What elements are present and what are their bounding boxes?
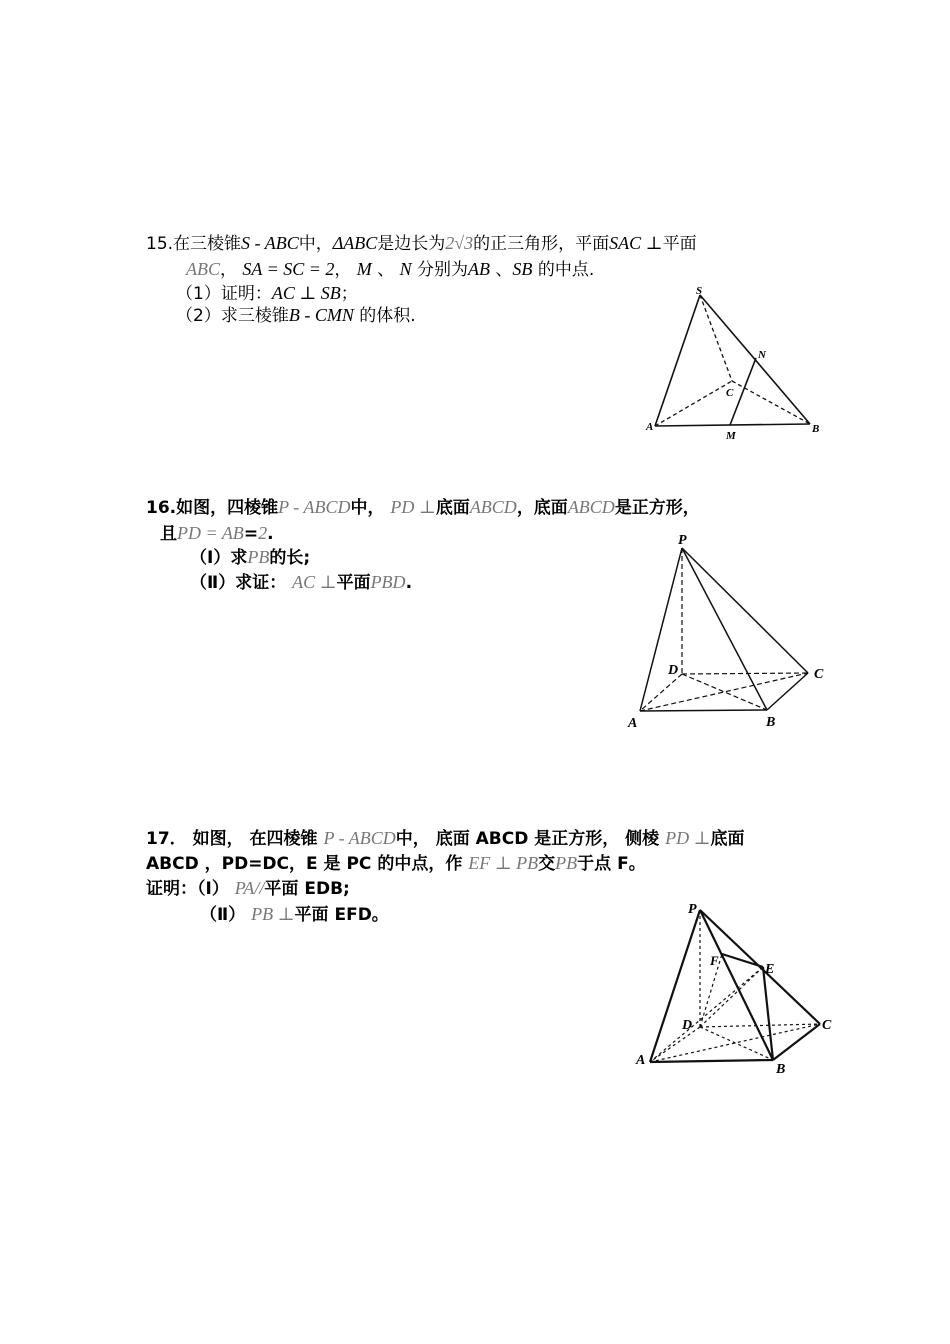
edge-BC xyxy=(767,673,808,710)
label-A: A xyxy=(646,421,654,433)
math: PD ⊥ xyxy=(665,828,711,848)
problem-17-line-2 xyxy=(146,852,646,875)
label-P: P xyxy=(688,902,697,917)
math: 2 xyxy=(258,523,268,543)
math: PA// xyxy=(234,878,265,898)
math: ABCD xyxy=(469,497,517,517)
label-C: C xyxy=(822,1018,832,1033)
problem-15-line-1 xyxy=(146,232,697,255)
text: ，底面 xyxy=(516,498,568,518)
text: （1）证明： xyxy=(176,284,272,304)
text: 的体积. xyxy=(359,306,416,326)
label-B: B xyxy=(776,1062,786,1077)
label-M: M xyxy=(726,430,736,442)
text: 中， xyxy=(298,234,333,254)
problem-15-line-2 xyxy=(186,258,594,281)
label-C: C xyxy=(726,387,734,399)
math: AB xyxy=(468,259,491,279)
text: ． 如图， 在四棱锥 xyxy=(169,829,318,849)
problem-17-line-1 xyxy=(146,827,745,850)
math: P - ABCD xyxy=(323,828,396,848)
problem-17-number: 17 xyxy=(146,829,170,849)
math: P - ABCD xyxy=(278,497,351,517)
label-A: A xyxy=(636,1053,646,1068)
text: 平面 EFD。 xyxy=(294,905,389,925)
edge-SA xyxy=(655,295,700,426)
text: 的正三角形，平面 xyxy=(473,234,610,254)
math: SB xyxy=(512,259,533,279)
problem-15-number: 15. xyxy=(146,234,174,254)
label-C: C xyxy=(814,667,824,682)
text: 底面 xyxy=(435,498,470,518)
math: PB xyxy=(247,547,270,567)
math: PD = AB xyxy=(177,523,244,543)
label-D: D xyxy=(682,1018,693,1033)
math: PBD xyxy=(370,572,406,592)
diagonal-DB xyxy=(682,674,767,710)
text: 平面 xyxy=(662,234,697,254)
problem-17-part-2 xyxy=(200,903,389,926)
label-S: S xyxy=(696,285,703,297)
edge-PC xyxy=(682,548,808,673)
figure-17-pyramid xyxy=(630,895,845,1080)
math: EF ⊥ PB xyxy=(468,853,539,873)
edge-PB xyxy=(682,548,767,710)
text: ， xyxy=(220,260,237,280)
figure-15-pyramid xyxy=(630,280,850,450)
text: 平面 xyxy=(336,573,371,593)
text: 交 xyxy=(538,854,556,874)
text: . xyxy=(405,573,413,593)
text: （2）求三棱锥 xyxy=(176,306,289,326)
text: ， xyxy=(334,260,352,280)
problem-16-line-1 xyxy=(146,496,700,519)
text: 、 xyxy=(377,260,395,280)
math: ABC xyxy=(186,259,220,279)
math: PB xyxy=(555,853,578,873)
text: （Ⅱ）求证： xyxy=(190,573,287,593)
problem-15-part-2 xyxy=(176,304,416,327)
problem-17-part-1 xyxy=(146,877,350,900)
text: 中， 底面 ABCD 是正方形， 侧棱 xyxy=(395,829,660,849)
problem-16-line-2 xyxy=(160,522,274,545)
text: （Ⅱ） xyxy=(200,905,246,925)
text: 中， xyxy=(350,498,385,518)
math: AC ⊥ xyxy=(292,572,337,592)
label-E: E xyxy=(765,962,775,977)
text: 分别为 xyxy=(417,260,469,280)
text: . xyxy=(267,524,274,544)
math: B - CMN xyxy=(288,305,354,325)
math: PB ⊥ xyxy=(251,904,295,924)
math: PD ⊥ xyxy=(390,497,436,517)
label-A: A xyxy=(628,716,638,731)
problem-16-part-1 xyxy=(190,546,310,569)
math: S - ABC xyxy=(241,233,299,253)
text: （Ⅰ）求 xyxy=(190,548,248,568)
edge-DA xyxy=(640,674,682,711)
math: M xyxy=(356,259,372,279)
problem-16-number: 16. xyxy=(146,498,177,518)
label-B: B xyxy=(812,423,820,435)
label-P: P xyxy=(678,533,687,548)
math: SA = SC = 2 xyxy=(242,259,335,279)
figure-16-pyramid xyxy=(622,528,842,733)
text: 、 xyxy=(495,260,513,280)
edge-AB xyxy=(655,424,810,426)
text: = xyxy=(243,524,259,544)
math: ΔABC xyxy=(332,233,378,253)
math: N xyxy=(399,259,412,279)
edge-AB xyxy=(650,1060,773,1062)
edge-AC xyxy=(655,381,732,426)
text: 的长; xyxy=(269,548,311,568)
text: 的中点. xyxy=(537,260,595,280)
label-B: B xyxy=(766,715,776,730)
text: ； xyxy=(340,284,358,304)
text: 是边长为 xyxy=(377,234,446,254)
label-N: N xyxy=(758,349,766,361)
segment-FE xyxy=(722,954,763,967)
edge-DC xyxy=(682,673,808,674)
text: 如图，四棱锥 xyxy=(176,498,279,518)
math: ABCD xyxy=(567,497,615,517)
label-F: F xyxy=(710,953,719,968)
edge-AB xyxy=(640,710,767,711)
math: SAC ⊥ xyxy=(609,233,663,253)
diagonal-DB xyxy=(700,1027,773,1060)
text: 且 xyxy=(160,524,177,544)
edge-PA xyxy=(650,910,700,1062)
text: 是正方形， xyxy=(614,498,700,518)
edge-PA xyxy=(640,548,682,711)
text: ABCD ，PD=DC，E 是 PC 的中点，作 xyxy=(146,854,463,874)
text: 在三棱锥 xyxy=(173,234,242,254)
edge-CB xyxy=(732,381,810,424)
text: 于点 xyxy=(577,854,612,874)
edge-DC xyxy=(700,1024,820,1027)
text: 平面 EDB; xyxy=(264,879,350,899)
segment-EB xyxy=(763,967,773,1060)
text: 证明：（Ⅰ） xyxy=(146,879,229,899)
math: 2√3 xyxy=(445,233,474,253)
problem-15-part-1 xyxy=(176,282,358,305)
problem-16-part-2 xyxy=(190,571,412,594)
text: F。 xyxy=(617,854,646,874)
math: AC ⊥ SB xyxy=(271,283,341,303)
text: 底面 xyxy=(710,829,745,849)
diagonal-AC xyxy=(640,673,808,711)
edge-SC xyxy=(700,295,732,381)
label-D: D xyxy=(668,663,679,678)
